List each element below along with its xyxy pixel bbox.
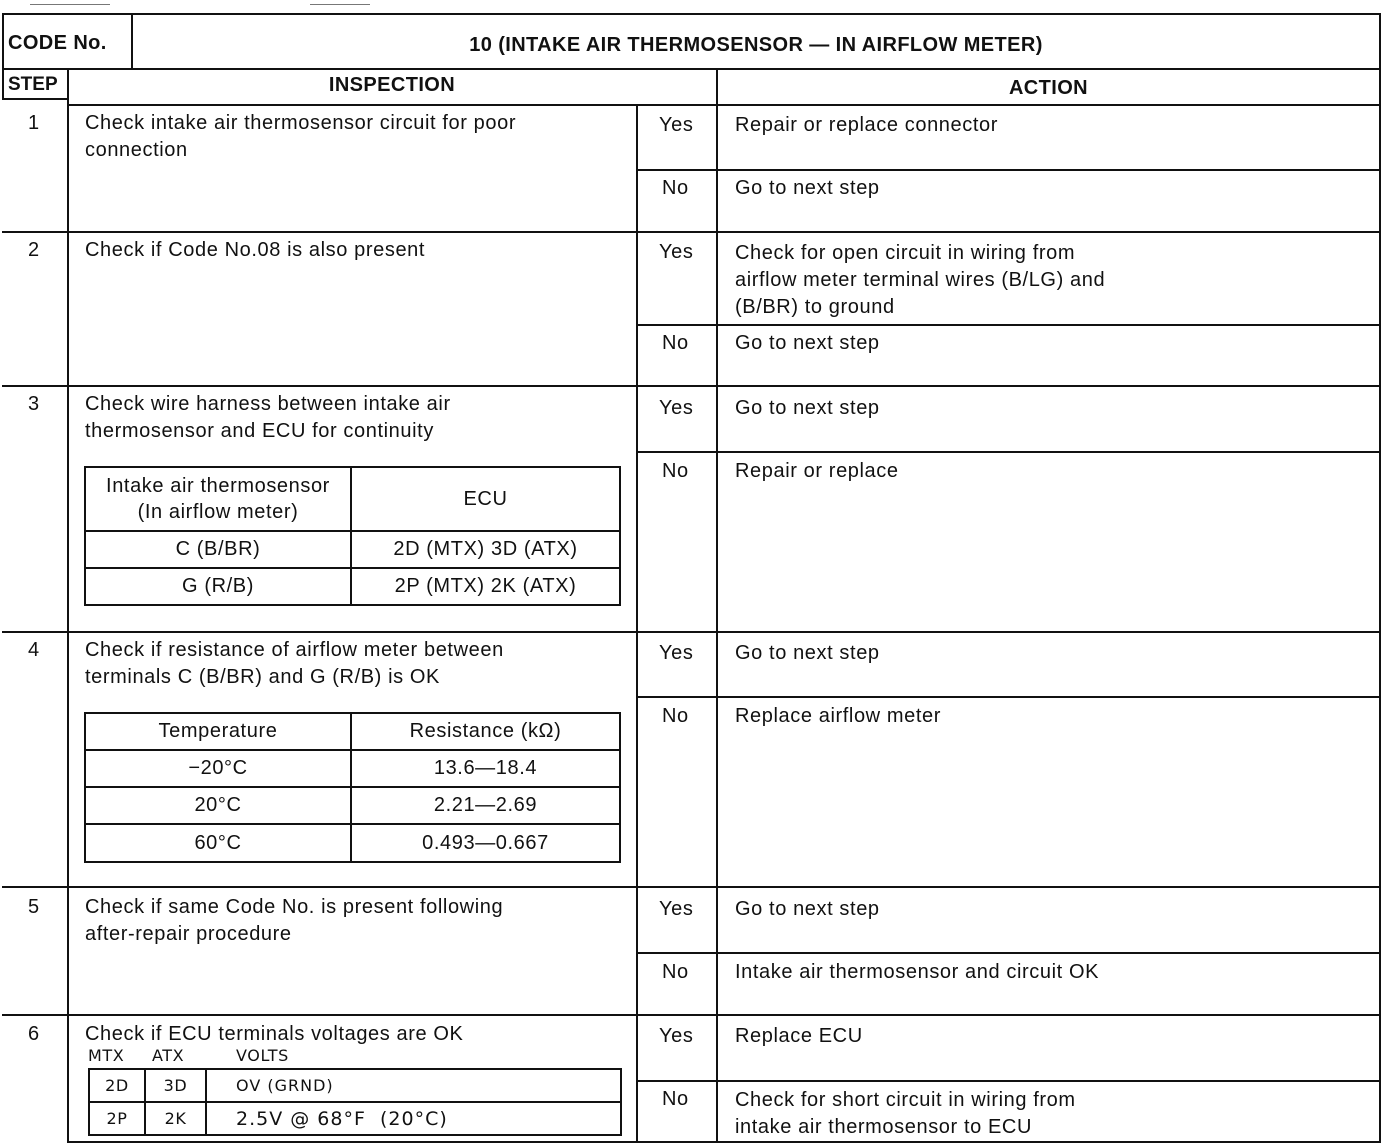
action-text: Go to next step (735, 642, 880, 664)
yesno-column-divider (636, 104, 638, 1143)
frame-bottom (68, 1141, 1381, 1143)
table-header: Temperature (158, 720, 278, 742)
frame-left-top (2, 13, 4, 100)
no-label: No (662, 460, 689, 482)
inspection-text: connection (85, 139, 188, 161)
yes-no-separator (636, 952, 1381, 954)
inspection-text: Check intake air thermosensor circuit for poor (85, 112, 517, 134)
action-text: airflow meter terminal wires (B/LG) and (735, 269, 1106, 291)
no-label: No (662, 332, 689, 354)
table-header: (In airflow meter) (137, 501, 299, 523)
step-header: STEP (8, 74, 58, 95)
table-cell: 20°C (194, 794, 242, 816)
yes-no-separator (636, 1080, 1381, 1082)
table-cell: 2K (164, 1109, 187, 1128)
yes-label: Yes (659, 642, 694, 664)
step-header-bottom (2, 98, 68, 100)
action-text: Check for open circuit in wiring from (735, 242, 1076, 264)
table-header: Intake air thermosensor (106, 475, 330, 497)
action-text: Go to next step (735, 898, 880, 920)
step-number: 3 (28, 393, 40, 415)
yes-no-separator (636, 451, 1381, 453)
table-cell: 2.5V @ 68°F (20°C) (236, 1108, 448, 1130)
no-label: No (662, 705, 689, 727)
volts-col-header: ATX (152, 1046, 185, 1065)
table-cell: 60°C (194, 831, 242, 854)
yes-label: Yes (659, 114, 694, 136)
col-header-bottom (68, 104, 1381, 106)
table-cell: 3D (163, 1076, 188, 1095)
table-cell: 2P (MTX) 2K (ATX) (394, 575, 577, 597)
yes-no-separator (636, 324, 1381, 326)
action-column-divider (716, 68, 718, 1143)
step-number: 2 (28, 239, 40, 261)
inspection-text: after-repair procedure (85, 923, 292, 945)
action-text: Repair or replace (735, 460, 899, 482)
table-cell: C (B/BR) (175, 538, 261, 560)
inspection-text: terminals C (B/BR) and G (R/B) is OK (85, 666, 440, 688)
step-separator (2, 385, 1381, 387)
step-number: 6 (28, 1023, 40, 1045)
inspection-text: thermosensor and ECU for continuity (85, 420, 434, 442)
table-cell: 2.21—2.69 (433, 794, 538, 816)
table-cell: 0.493—0.667 (422, 831, 549, 854)
step-column-divider (67, 68, 69, 1143)
table-cell: 2D (105, 1076, 129, 1095)
step-separator (2, 886, 1381, 888)
action-text: Go to next step (735, 177, 880, 199)
action-text: intake air thermosensor to ECU (735, 1116, 1033, 1138)
volts-col-header: MTX (88, 1046, 125, 1065)
action-text: (B/BR) to ground (735, 296, 895, 318)
table-cell: OV (GRND) (236, 1076, 334, 1095)
table-cell: 2P (106, 1109, 128, 1128)
action-text: Repair or replace connector (735, 114, 998, 136)
inspection-text: Check if resistance of airflow meter between (85, 639, 504, 661)
header-divider (2, 68, 1381, 70)
top-decoration (30, 4, 110, 5)
step-separator (2, 231, 1381, 233)
no-label: No (662, 1088, 689, 1110)
inspection-header: INSPECTION (328, 74, 456, 96)
inspection-text: Check wire harness between intake air (85, 393, 451, 415)
inspection-text: Check if ECU terminals voltages are OK (85, 1023, 464, 1045)
step-number: 4 (28, 639, 40, 661)
yes-label: Yes (659, 241, 694, 263)
inspection-text: Check if Code No.08 is also present (85, 239, 426, 261)
step-separator (2, 631, 1381, 633)
table-divider (205, 1068, 207, 1136)
top-decoration (310, 4, 370, 5)
inspection-text: Check if same Code No. is present following (85, 896, 504, 918)
table-cell: 13.6—18.4 (433, 757, 538, 779)
no-label: No (662, 961, 689, 983)
action-header: ACTION (1008, 77, 1089, 99)
yes-label: Yes (659, 397, 694, 419)
yes-no-separator (636, 169, 1381, 171)
step-separator (2, 1014, 1381, 1016)
code-title: 10 (INTAKE AIR THERMOSENSOR — IN AIRFLOW METER) (469, 34, 1043, 56)
table-cell: G (R/B) (182, 575, 254, 597)
frame-right (1379, 13, 1381, 1143)
table-cell: −20°C (188, 757, 248, 779)
volts-col-header: VOLTS (236, 1046, 289, 1065)
yes-label: Yes (659, 1025, 694, 1047)
action-text: Replace ECU (735, 1025, 863, 1047)
step-number: 1 (28, 112, 40, 134)
step-number: 5 (28, 896, 40, 918)
action-text: Go to next step (735, 332, 880, 354)
code-label: CODE No. (8, 32, 107, 54)
table-header: Resistance (kΩ) (409, 720, 562, 742)
action-text: Check for short circuit in wiring from (735, 1089, 1076, 1111)
yes-no-separator (636, 696, 1381, 698)
action-text: Go to next step (735, 397, 880, 419)
no-label: No (662, 177, 689, 199)
yes-label: Yes (659, 898, 694, 920)
frame-top (2, 13, 1381, 15)
action-text: Replace airflow meter (735, 705, 942, 727)
table-cell: 2D (MTX) 3D (ATX) (393, 538, 578, 560)
table-header: ECU (463, 488, 508, 510)
action-text: Intake air thermosensor and circuit OK (735, 961, 1100, 983)
